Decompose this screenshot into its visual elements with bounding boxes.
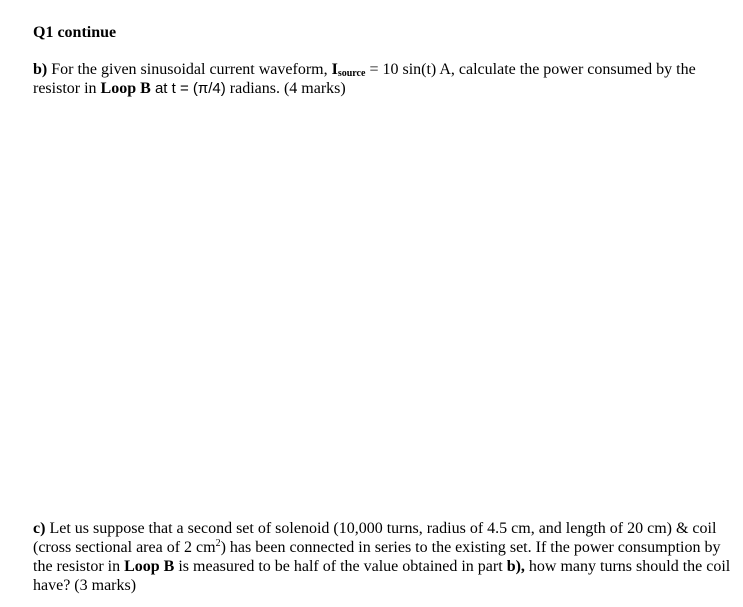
loop-b-label: Loop B [100, 80, 151, 97]
current-subscript: source [337, 68, 366, 79]
part-reference: b), [506, 558, 525, 575]
part-c-line-2 [33, 538, 733, 557]
part-b-text: radians. (4 marks) [225, 80, 346, 97]
part-c-text: (cross sectional area of 2 cm [33, 539, 216, 556]
part-c-text: the resistor in [33, 558, 125, 575]
part-c-text: how many turns should the coil [524, 558, 731, 575]
part-c-text: Let us suppose that a second set of solenoid (10,000 turns, radius of 4.5 cm, and length of 20 cm) & coil [45, 520, 717, 537]
part-c-line-4 [33, 576, 733, 595]
part-c-line-3 [33, 557, 733, 576]
part-b-text: = 10 sin(t) A, calculate the power consumed by the [365, 61, 696, 78]
question-heading: Q1 continue [33, 24, 117, 41]
area-exponent: 2 [215, 538, 221, 549]
part-c-label: c) [33, 520, 46, 537]
time-expression: at t = (π/4) [150, 80, 226, 97]
part-c-text: is measured to be half of the value obtained in part [174, 558, 507, 575]
current-symbol: I [331, 61, 338, 78]
part-b-paragraph [33, 60, 713, 98]
part-b-text: For the given sinusoidal current waveform, [47, 61, 332, 78]
part-b-text: resistor in [33, 80, 101, 97]
part-c-paragraph [33, 519, 733, 595]
part-c-line-1 [33, 519, 733, 538]
part-c-text: ) has been connected in series to the existing set. If the power consumption by [220, 539, 721, 556]
part-b-line-1 [33, 60, 713, 79]
loop-b-label: Loop B [124, 558, 175, 575]
part-c-text: have? (3 marks) [33, 577, 137, 594]
part-b-label: b) [33, 61, 48, 78]
part-b-line-2 [33, 79, 713, 98]
